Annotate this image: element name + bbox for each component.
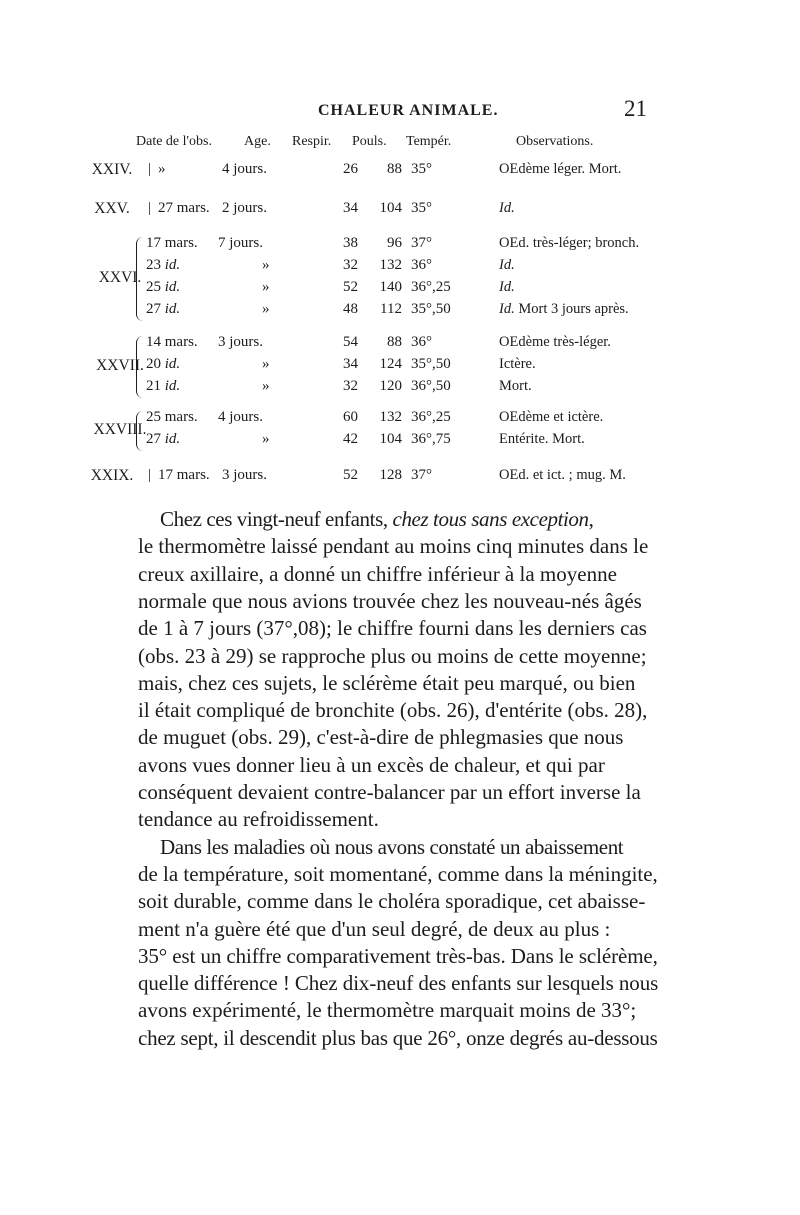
- separator-bar: |: [148, 161, 152, 177]
- group-brace: [136, 336, 143, 398]
- table-cell-temper: 37°: [411, 467, 432, 483]
- separator-bar: |: [148, 467, 152, 483]
- table-cell-age: 7 jours.: [218, 235, 263, 251]
- table-cell-temper: 36°,50: [411, 378, 451, 394]
- text-line: Dans les maladies où nous avons constaté un abaissement: [160, 834, 624, 859]
- table-cell-obs: OEdème léger. Mort.: [499, 161, 622, 177]
- text-line: quelle différence ! Chez dix-neuf des enfants sur lesquels nous: [138, 971, 659, 996]
- text-line: creux axillaire, a donné un chiffre inférieur à la moyenne: [138, 561, 617, 586]
- text-line: tendance au refroidissement.: [138, 807, 379, 832]
- table-cell-pouls: 128: [379, 467, 402, 483]
- table-cell-date: 25 mars.: [146, 409, 198, 425]
- column-header-observations: Observations.: [516, 134, 594, 149]
- table-cell-obs: Id.: [499, 200, 515, 216]
- column-header-respir: Respir.: [292, 134, 332, 149]
- text-line: normale que nous avions trouvée chez les nouveau-nés âgés: [138, 588, 642, 613]
- table-cell-age: 3 jours.: [218, 334, 263, 350]
- table-cell-obs: Id.: [499, 279, 515, 295]
- table-cell-respir: 42: [343, 431, 358, 447]
- table-cell-obs: Id.: [499, 257, 515, 273]
- observation-number: XXV.: [94, 200, 130, 217]
- text-line: chez sept, il descendit plus bas que 26°, onze degrés au-dessous: [138, 1025, 658, 1050]
- table-cell-obs: OEd. très-léger; bronch.: [499, 235, 640, 251]
- table-cell-obs: Ictère.: [499, 356, 536, 372]
- text-line: (obs. 23 à 29) se rapproche plus ou moins de cette moyenne;: [138, 643, 647, 668]
- table-cell-obs: Id. Mort 3 jours après.: [499, 301, 629, 317]
- text-line: soit durable, comme dans le choléra sporadique, cet abaisse-: [138, 889, 646, 914]
- table-cell-date: 27 id.: [146, 301, 181, 317]
- table-cell-date: 14 mars.: [146, 334, 198, 350]
- table-cell-age: »: [262, 378, 270, 394]
- table-cell-temper: 35°: [411, 200, 432, 216]
- column-header-pouls: Pouls.: [352, 134, 387, 149]
- table-cell-respir: 48: [343, 301, 358, 317]
- text-line: avons vues donner lieu à un excès de chaleur, et qui par: [138, 752, 605, 777]
- text-line: de la température, soit momentané, comme dans la méningite,: [138, 861, 658, 886]
- observation-number: XXVIII.: [93, 421, 147, 438]
- table-cell-temper: 36°,25: [411, 409, 451, 425]
- page-number: 21: [624, 96, 647, 121]
- table-cell-date: 21 id.: [146, 378, 181, 394]
- observation-number: XXIV.: [91, 161, 133, 178]
- table-cell-respir: 60: [343, 409, 358, 425]
- text-line: il était compliqué de bronchite (obs. 26), d'entérite (obs. 28),: [138, 698, 648, 723]
- table-cell-date: 27 id.: [146, 431, 181, 447]
- group-brace: [136, 411, 143, 451]
- table-cell-obs: OEd. et ict. ; mug. M.: [499, 467, 626, 483]
- page-header: [0, 96, 800, 126]
- table-cell-pouls: 140: [379, 279, 402, 295]
- text-line: Chez ces vingt-neuf enfants, chez tous sans exception,: [160, 507, 594, 531]
- table-cell-respir: 34: [343, 200, 358, 216]
- table-cell-respir: 38: [343, 235, 358, 251]
- table-cell-temper: 36°: [411, 334, 432, 350]
- table-cell-date: 25 id.: [146, 279, 181, 295]
- table-cell-age: »: [262, 257, 270, 273]
- table-cell-respir: 32: [343, 378, 358, 394]
- text-line: conséquent devaient contre-balancer par un effort inverse la: [138, 780, 641, 804]
- running-title: CHALEUR ANIMALE.: [318, 102, 499, 119]
- table-cell-date: »: [158, 161, 166, 177]
- group-brace: [136, 237, 143, 321]
- table-cell-obs: OEdème très-léger.: [499, 334, 611, 350]
- table-cell-date: 20 id.: [146, 356, 181, 372]
- text-line: 35° est un chiffre comparativement très-bas. Dans le sclérème,: [138, 943, 658, 968]
- table-cell-pouls: 88: [387, 334, 402, 350]
- text-line: de muguet (obs. 29), c'est-à-dire de phlegmasies que nous: [138, 725, 624, 750]
- table-cell-pouls: 120: [379, 378, 402, 394]
- table-cell-temper: 36°: [411, 257, 432, 273]
- observation-number: XXVII.: [96, 357, 144, 374]
- table-cell-pouls: 88: [387, 161, 402, 177]
- table-cell-respir: 54: [343, 334, 358, 350]
- observation-number: XXVI.: [98, 269, 142, 286]
- table-cell-date: 17 mars.: [158, 467, 210, 483]
- table-cell-temper: 37°: [411, 235, 432, 251]
- text-line: ment n'a guère été que d'un seul degré, de deux au plus :: [138, 916, 611, 941]
- table-cell-respir: 52: [343, 467, 358, 483]
- observation-number: XXIX.: [90, 467, 134, 484]
- table-cell-temper: 36°,25: [411, 279, 451, 295]
- column-header-temper: Tempér.: [406, 134, 452, 149]
- table-cell-obs: Entérite. Mort.: [499, 431, 585, 447]
- table-cell-age: »: [262, 301, 270, 317]
- table-cell-respir: 34: [343, 356, 358, 372]
- table-cell-age: »: [262, 279, 270, 295]
- separator-bar: |: [148, 200, 152, 216]
- table-cell-age: »: [262, 431, 270, 447]
- table-cell-temper: 36°,75: [411, 431, 451, 447]
- table-cell-date: 17 mars.: [146, 235, 198, 251]
- table-cell-pouls: 96: [387, 235, 402, 251]
- text-line: de 1 à 7 jours (37°,08); le chiffre fourni dans les derniers cas: [138, 616, 647, 641]
- table-cell-temper: 35°,50: [411, 301, 451, 317]
- table-cell-age: »: [262, 356, 270, 372]
- column-header-date: Date de l'obs.: [136, 134, 213, 149]
- table-cell-pouls: 132: [379, 257, 402, 273]
- text-line: le thermomètre laissé pendant au moins cinq minutes dans le: [138, 534, 649, 559]
- text-line: avons expérimenté, le thermomètre marquait moins de 33°;: [138, 998, 637, 1023]
- table-cell-date: 23 id.: [146, 257, 181, 273]
- text-line: mais, chez ces sujets, le sclérème était peu marqué, ou bien: [138, 670, 636, 695]
- table-cell-obs: OEdème et ictère.: [499, 409, 604, 425]
- table-cell-respir: 52: [343, 279, 358, 295]
- table-cell-obs: Mort.: [499, 378, 532, 394]
- table-cell-respir: 26: [343, 161, 358, 177]
- table-cell-age: 3 jours.: [222, 467, 267, 483]
- table-cell-respir: 32: [343, 257, 358, 273]
- table-cell-pouls: 104: [379, 200, 402, 216]
- table-cell-temper: 35°: [411, 161, 432, 177]
- table-cell-date: 27 mars.: [158, 200, 210, 216]
- table-cell-pouls: 112: [380, 301, 402, 317]
- table-cell-pouls: 132: [379, 409, 402, 425]
- table-cell-age: 2 jours.: [222, 200, 267, 216]
- table-cell-age: 4 jours.: [222, 161, 267, 177]
- table-cell-temper: 35°,50: [411, 356, 451, 372]
- table-cell-age: 4 jours.: [218, 409, 263, 425]
- table-cell-pouls: 104: [379, 431, 402, 447]
- table-cell-pouls: 124: [379, 356, 402, 372]
- column-header-age: Age.: [244, 134, 271, 149]
